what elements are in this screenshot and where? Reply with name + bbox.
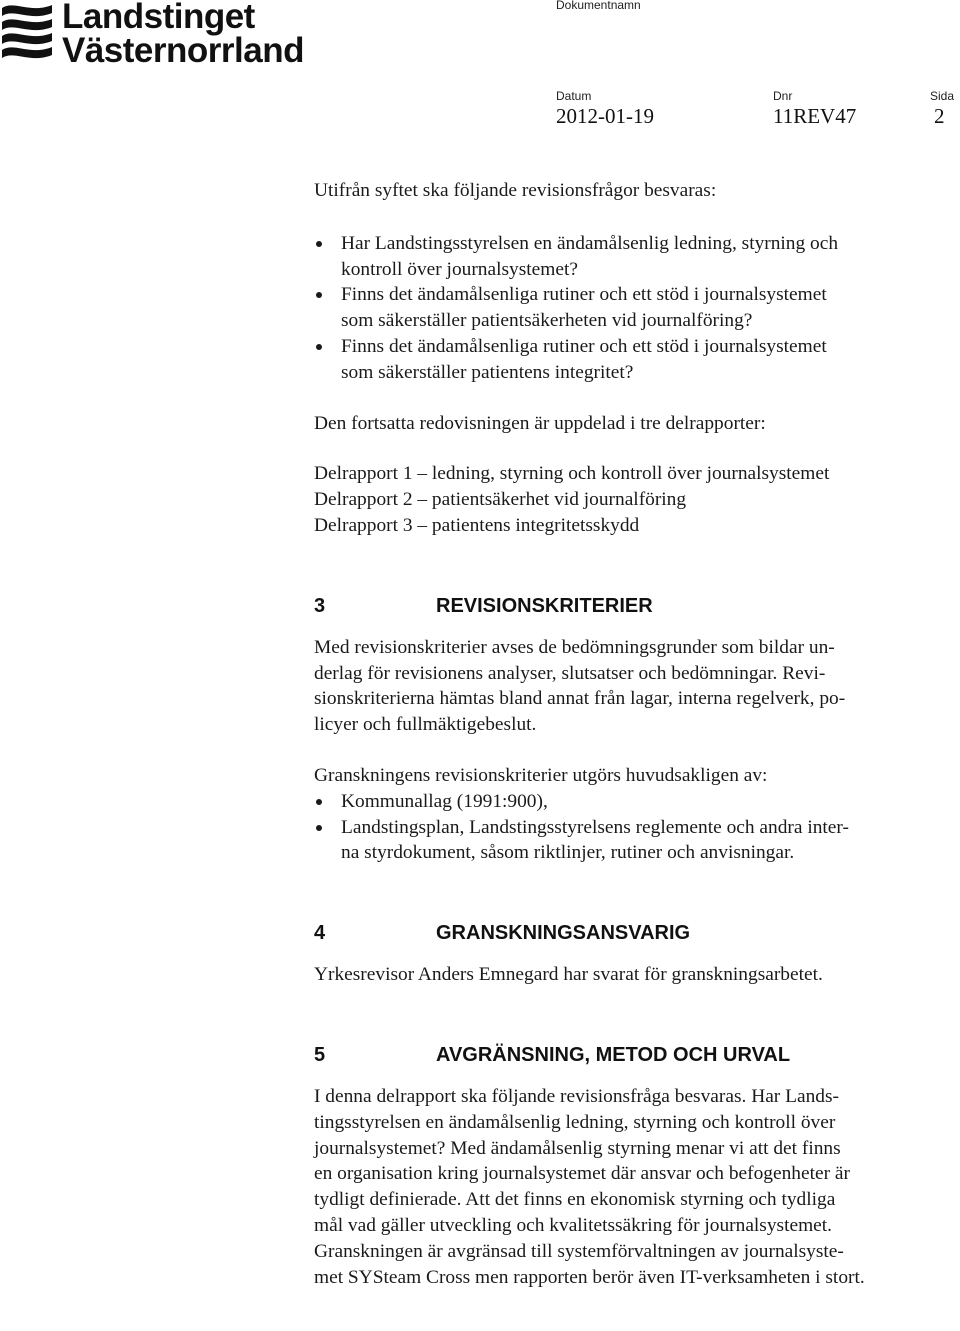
- reference-number-label: Dnr: [773, 89, 793, 103]
- subreport-item: Delrapport 3 – patientens integritetsskydd: [314, 514, 640, 536]
- section-number: 4: [314, 922, 326, 945]
- page-number-label: Sida: [930, 89, 955, 103]
- bullet-icon: [316, 799, 322, 805]
- document-body: [314, 178, 939, 1290]
- section-3-paragraph: Med revisionskriterier avses de bedömningsgrunder som bildar un- derlag för revisionens analyser, slutsatser och bedömningar. Revi- sionskriterierna hämtas bland annat från lagar, interna regelverk, po- licyer och fullmäktigebeslut.: [314, 636, 846, 736]
- subreport-item: Delrapport 2 – patientsäkerhet vid journalföring: [314, 489, 687, 511]
- document-name-label: Dokumentnamn: [556, 0, 641, 12]
- section-number: 3: [314, 594, 326, 617]
- list-item: Finns det ändamålsenliga rutiner och ett stöd i journalsystemet som säkerställer patientsäkerheten vid journalföring?: [314, 282, 939, 334]
- organization-logo-wordmark: Landstinget Västernorrland: [62, 0, 304, 70]
- bullet-icon: [316, 825, 322, 831]
- section-5-paragraph: I denna delrapport ska följande revisionsfråga besvaras. Har Lands- tingsstyrelsen en ändamålsenlig ledning, styrning och kontroll över journalsystemet? Med ändamålsenlig styrning menar vi att det finns en organisation kring journalsystemet där ansvar och befogenheter är tydligt definierade. Att det finns en ekonomisk styrning och tydliga mål vad gäller utveckling och kvalitetssäkring för journalsystemet. Granskningen är avgränsad till systemförvaltningen av journalsyste- met SYSteam Cross men rapporten berör även IT-verksamheten i stort.: [314, 1085, 865, 1288]
- section-title: AVGRÄNSNING, METOD OCH URVAL: [436, 1043, 791, 1066]
- criteria-lead: Granskningens revisionskriterier utgörs huvudsakligen av:: [314, 764, 768, 786]
- subreport-item: Delrapport 1 – ledning, styrning och kontroll över journalsystemet: [314, 463, 830, 485]
- audit-questions-list: [314, 231, 939, 386]
- criteria-list: [314, 789, 939, 866]
- date-value: 2012-01-19: [556, 104, 654, 128]
- list-item: Landstingsplan, Landstingsstyrelsens reglemente och andra inter- na styrdokument, såsom riktlinjer, rutiner och anvisningar.: [314, 815, 939, 867]
- page-number-value: 2: [934, 104, 945, 128]
- section-4-heading: [314, 920, 939, 946]
- section-5-heading: [314, 1042, 939, 1068]
- list-item: Finns det ändamålsenliga rutiner och ett stöd i journalsystemet som säkerställer patientens integritet?: [314, 334, 939, 386]
- subreports-lead: Den fortsatta redovisningen är uppdelad i tre delrapporter:: [314, 412, 766, 434]
- landstinget-logo-icon: [0, 0, 54, 64]
- bullet-icon: [316, 292, 322, 298]
- reference-number-value: 11REV47: [773, 104, 857, 128]
- list-item: Har Landstingsstyrelsen en ändamålsenlig ledning, styrning och kontroll över journalsystemet?: [314, 231, 939, 283]
- section-number: 5: [314, 1043, 326, 1066]
- bullet-icon: [316, 241, 322, 247]
- bullet-icon: [316, 344, 322, 350]
- subreports-list: [314, 461, 939, 538]
- section-3-heading: [314, 593, 939, 619]
- section-title: GRANSKNINGSANSVARIG: [436, 922, 691, 945]
- questions-lead: Utifrån syftet ska följande revisionsfrågor besvaras:: [314, 180, 717, 201]
- section-title: REVISIONSKRITERIER: [436, 594, 653, 617]
- list-item: Kommunallag (1991:900),: [314, 789, 939, 815]
- date-label: Datum: [556, 89, 592, 103]
- section-4-paragraph: Yrkesrevisor Anders Emnegard har svarat för granskningsarbetet.: [314, 964, 823, 986]
